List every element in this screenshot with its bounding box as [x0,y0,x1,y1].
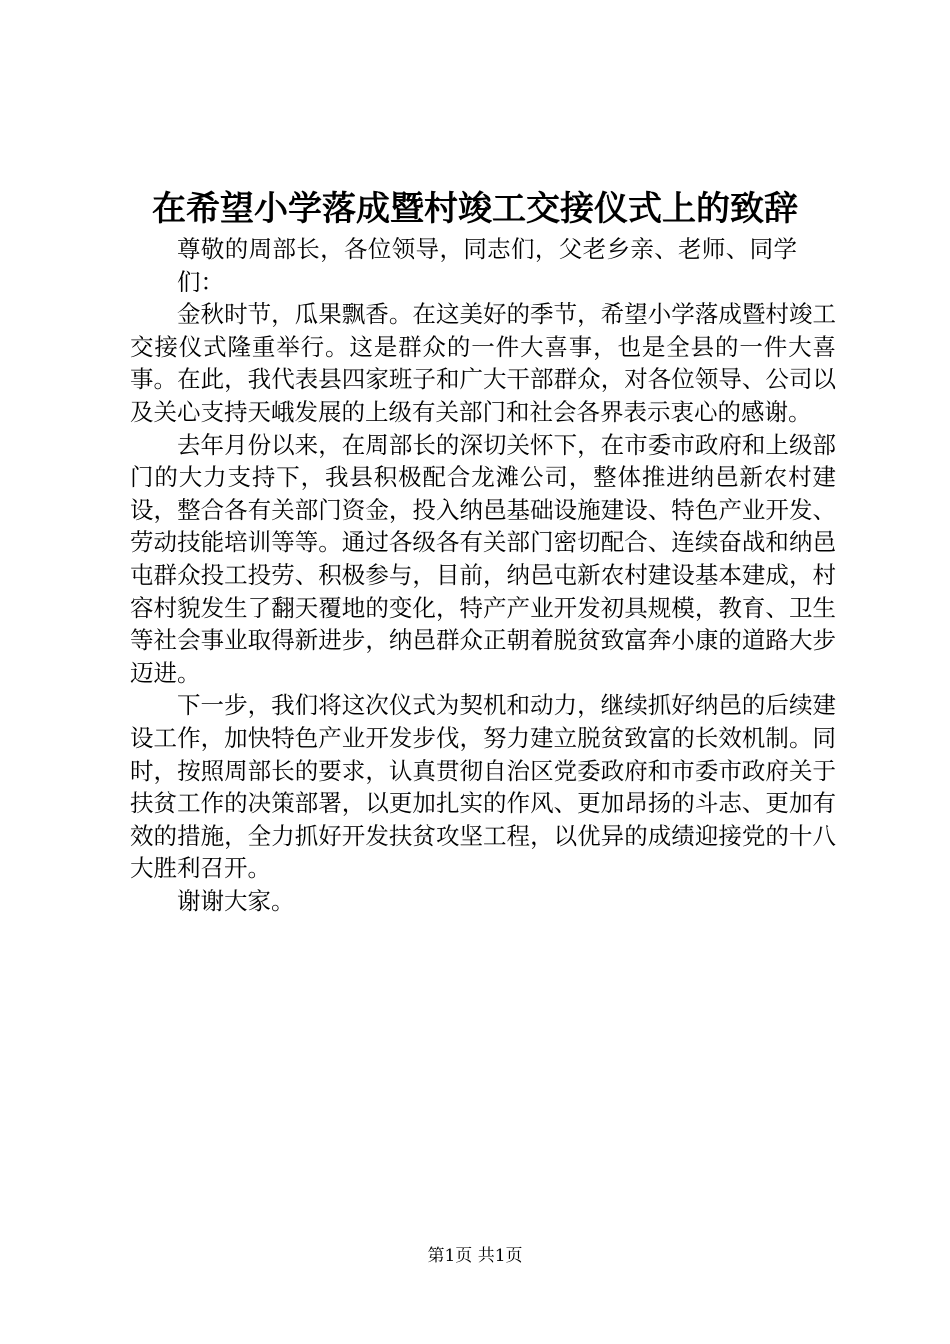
page-footer: 第1页 共1页 [427,1246,523,1266]
document-body [130,233,836,917]
body-paragraph: 下一步，我们将这次仪式为契机和动力，继续抓好纳邑的后续建设工作，加快特色产业开发步伐，努力建立脱贫致富的长效机制。同时，按照周部长的要求，认真贯彻自治区党委政府和市委市政府关于扶贫工作的决策部署，以更加扎实的作风、更加昂扬的斗志、更加有效的措施，全力抓好开发扶贫攻坚工程，以优异的成绩迎接党的十八大胜利召开。 [130,691,836,883]
closing-paragraph: 谢谢大家。 [177,886,295,915]
document-title: 在希望小学落成暨村竣工交接仪式上的致辞 [152,189,798,229]
body-paragraph: 金秋时节，瓜果飘香。在这美好的季节，希望小学落成暨村竣工交接仪式隆重举行。这是群众的一件大喜事，也是全县的一件大喜事。在此，我代表县四家班子和广大干部群众，对各位领导、公司以及关心支持天峨发展的上级有关部门和社会各界表示衷心的感谢。 [130,300,836,426]
body-paragraph: 去年月份以来，在周部长的深切关怀下，在市委市政府和上级部门的大力支持下，我县积极配合龙滩公司，整体推进纳邑新农村建设，整合各有关部门资金，投入纳邑基础设施建设、特色产业开发、劳动技能培训等等。通过各级各有关部门密切配合、连续奋战和纳邑屯群众投工投劳、积极参与，目前，纳邑屯新农村建设基本建成，村容村貌发生了翻天覆地的变化，特产产业开发初具规模，教育、卫生等社会事业取得新进步，纳邑群众正朝着脱贫致富奔小康的道路大步迈进。 [130,430,836,687]
greeting-paragraph: 尊敬的周部长，各位领导，同志们，父老乡亲、老师、同学们： [177,235,797,296]
